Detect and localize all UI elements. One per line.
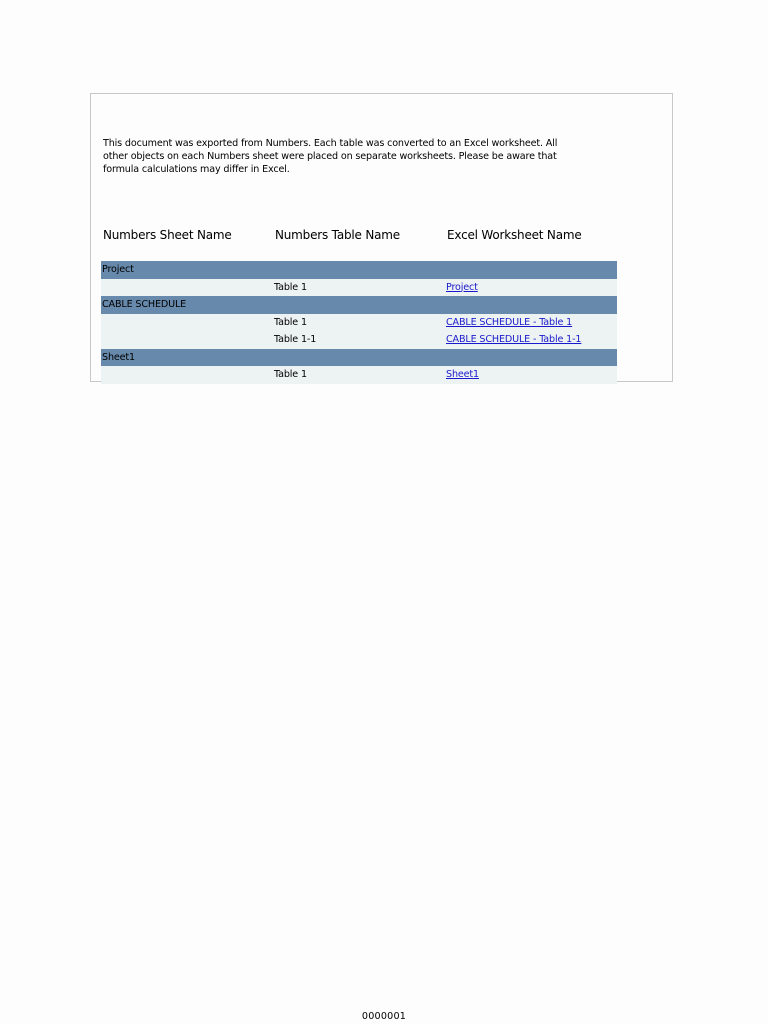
table-row [101, 331, 617, 349]
intro-line-1: This document was exported from Numbers. Each table was converted to an Excel worksheet. All [103, 138, 558, 149]
intro-line-3: formula calculations may differ in Excel. [103, 164, 290, 175]
sheet-name: CABLE SCHEDULE [102, 299, 187, 310]
sheet-name: Project [102, 264, 134, 275]
worksheet-link[interactable]: CABLE SCHEDULE - Table 1 [446, 316, 573, 328]
worksheet-link[interactable]: Sheet1 [446, 369, 479, 380]
header-worksheet-name: Excel Worksheet Name [447, 228, 582, 242]
table-name: Table 1 [274, 316, 307, 328]
group-row-cable-schedule [101, 296, 617, 314]
sheet-name: Sheet1 [102, 351, 135, 363]
table-row [101, 366, 617, 384]
sheet-table-list [101, 261, 617, 384]
table-header [103, 228, 619, 244]
table-name: Table 1 [274, 281, 307, 293]
page-number: 0000001 [361, 1011, 407, 1022]
intro-line-2: other objects on each Numbers sheet were placed on separate worksheets. Please be aware that [103, 151, 557, 162]
group-row-project [101, 261, 617, 279]
header-sheet-name: Numbers Sheet Name [103, 228, 232, 242]
worksheet-link[interactable]: Project [446, 281, 478, 293]
table-name: Table 1-1 [274, 334, 317, 345]
document-frame [90, 93, 673, 382]
intro-text [103, 137, 603, 176]
table-row [101, 279, 617, 297]
table-name: Table 1 [274, 369, 307, 380]
table-row [101, 314, 617, 332]
group-row-sheet1 [101, 349, 617, 367]
header-table-name: Numbers Table Name [275, 228, 400, 242]
worksheet-link[interactable]: CABLE SCHEDULE - Table 1-1 [446, 334, 582, 345]
